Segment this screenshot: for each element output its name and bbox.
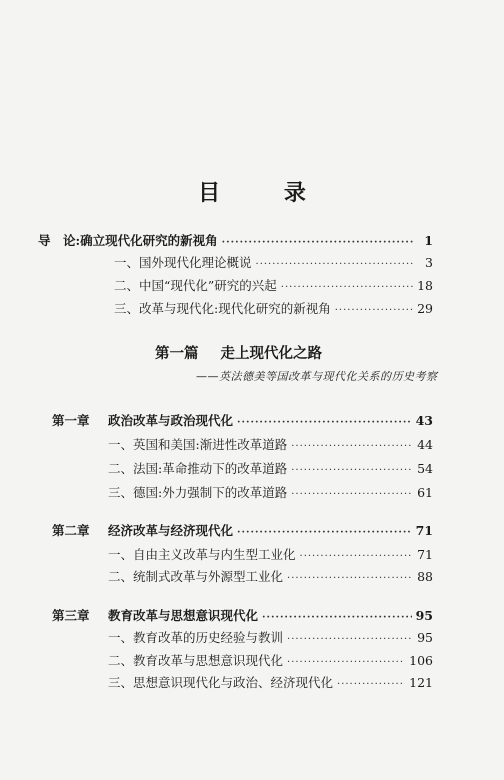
part-title: 走上现代化之路 bbox=[220, 345, 322, 362]
intro-label: 导 论: bbox=[38, 233, 81, 248]
chapter-title: 政治改革与政治现代化 bbox=[108, 413, 234, 428]
part-label: 第一篇 bbox=[155, 345, 199, 362]
section-title: 一、教育改革的历史经验与教训 bbox=[108, 630, 284, 645]
dot-leader bbox=[262, 612, 412, 623]
dot-leader bbox=[256, 259, 415, 270]
page-number: 71 bbox=[417, 547, 433, 562]
page-number: 61 bbox=[417, 485, 433, 500]
chapter-label: 第三章 bbox=[52, 608, 90, 623]
toc-heading: 目 录 bbox=[198, 180, 334, 206]
dot-leader bbox=[291, 465, 413, 476]
intro-title: 确立现代化研究的新视角 bbox=[80, 233, 218, 248]
page-number: 95 bbox=[415, 608, 433, 623]
page-number: 1 bbox=[424, 233, 433, 248]
section-title: 一、自由主义改革与内生型工业化 bbox=[108, 547, 296, 562]
page-number: 106 bbox=[409, 653, 433, 668]
dot-leader bbox=[300, 551, 414, 562]
page-number: 88 bbox=[417, 569, 433, 584]
dot-leader bbox=[337, 679, 405, 690]
toc-entry-chapter bbox=[108, 606, 433, 624]
section-title: 二、统制式改革与外源型工业化 bbox=[108, 569, 284, 584]
section-title: 三、思想意识现代化与政治、经济现代化 bbox=[108, 675, 334, 690]
part-subtitle: ——英法德美等国改革与现代化关系的历史考察 bbox=[196, 370, 438, 383]
section-title: 二、中国“现代化”研究的兴起 bbox=[114, 278, 277, 293]
page-number: 43 bbox=[415, 413, 433, 428]
toc-entry-chapter bbox=[108, 411, 433, 429]
page-number: 3 bbox=[425, 255, 433, 270]
chapter-label: 第一章 bbox=[52, 413, 90, 428]
page-number: 54 bbox=[417, 461, 433, 476]
chapter-title: 教育改革与思想意识现代化 bbox=[108, 608, 259, 623]
dot-leader bbox=[287, 634, 413, 645]
toc-section bbox=[108, 545, 433, 563]
toc-section bbox=[108, 628, 433, 646]
section-title: 二、教育改革与思想意识现代化 bbox=[108, 653, 284, 668]
chapter-label: 第二章 bbox=[52, 523, 90, 538]
toc-section bbox=[108, 435, 433, 453]
page-number: 121 bbox=[409, 675, 433, 690]
section-title: 一、英国和美国:渐进性改革道路 bbox=[108, 437, 288, 452]
toc-section bbox=[114, 253, 433, 271]
section-title: 一、国外现代化理论概说 bbox=[114, 255, 252, 270]
dot-leader bbox=[287, 573, 413, 584]
toc-section bbox=[108, 459, 433, 477]
section-title: 二、法国:革命推动下的改革道路 bbox=[108, 461, 288, 476]
dot-leader bbox=[222, 237, 415, 248]
page-number: 18 bbox=[417, 278, 433, 293]
toc-entry-intro bbox=[38, 231, 433, 249]
chapter-title: 经济改革与经济现代化 bbox=[108, 523, 234, 538]
toc-section bbox=[114, 276, 433, 294]
toc-entry-chapter bbox=[108, 521, 433, 539]
page-number: 71 bbox=[415, 523, 433, 538]
toc-section bbox=[114, 299, 433, 317]
toc-section bbox=[108, 483, 433, 501]
dot-leader bbox=[281, 282, 413, 293]
toc-section bbox=[108, 651, 433, 669]
page-number: 29 bbox=[417, 301, 433, 316]
dot-leader bbox=[237, 417, 412, 428]
page-number: 44 bbox=[417, 437, 433, 452]
dot-leader bbox=[291, 489, 413, 500]
dot-leader bbox=[237, 527, 412, 538]
toc-section bbox=[108, 673, 433, 691]
dot-leader bbox=[335, 305, 413, 316]
part-heading bbox=[155, 342, 322, 363]
section-title: 三、德国:外力强制下的改革道路 bbox=[108, 485, 288, 500]
dot-leader bbox=[287, 657, 405, 668]
page-number: 95 bbox=[417, 630, 433, 645]
toc-section bbox=[108, 567, 433, 585]
section-title: 三、改革与现代化:现代化研究的新视角 bbox=[114, 301, 331, 316]
dot-leader bbox=[291, 441, 413, 452]
